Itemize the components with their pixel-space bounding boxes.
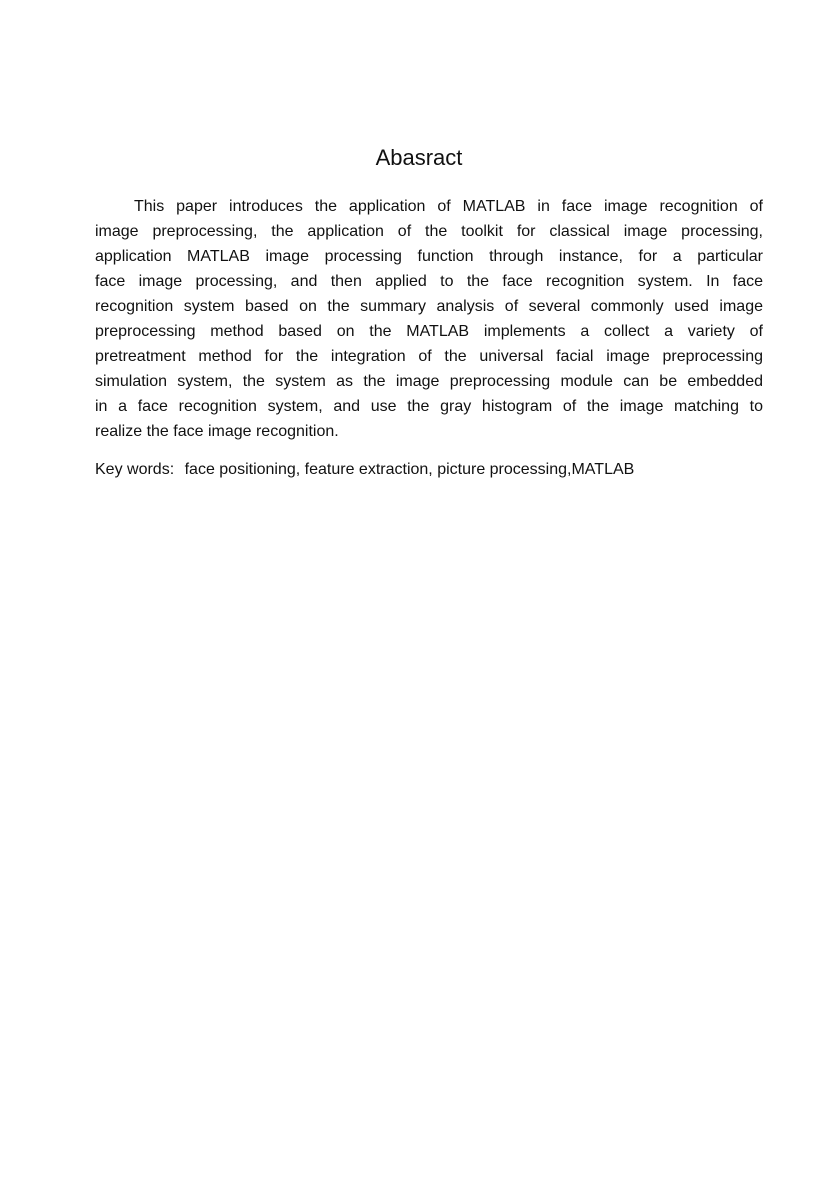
abstract-title: Abasract xyxy=(375,145,463,170)
abstract-line: pretreatment method for the integration of the universal facial image preprocessing xyxy=(95,348,763,365)
keywords-text: face positioning, feature extraction, picture processing,MATLAB xyxy=(184,461,635,478)
abstract-line: face image processing, and then applied to the face recognition system. In face xyxy=(95,273,763,290)
abstract-line: simulation system, the system as the image preprocessing module can be embedded xyxy=(95,373,763,390)
abstract-line: recognition system based on the summary analysis of several commonly used image xyxy=(95,298,763,315)
abstract-line: application MATLAB image processing function through instance, for a particular xyxy=(95,248,763,265)
abstract-line: image preprocessing, the application of the toolkit for classical image processing, xyxy=(95,223,763,240)
abstract-paragraph xyxy=(95,194,763,444)
abstract-line: in a face recognition system, and use the gray histogram of the image matching to xyxy=(95,398,763,415)
keywords-line xyxy=(95,457,763,482)
abstract-line: realize the face image recognition. xyxy=(95,423,339,440)
abstract-line: preprocessing method based on the MATLAB implements a collect a variety of xyxy=(95,323,763,340)
keywords-label: Key words: xyxy=(95,461,175,478)
abstract-line: This paper introduces the application of MATLAB in face image recognition of xyxy=(134,198,763,215)
